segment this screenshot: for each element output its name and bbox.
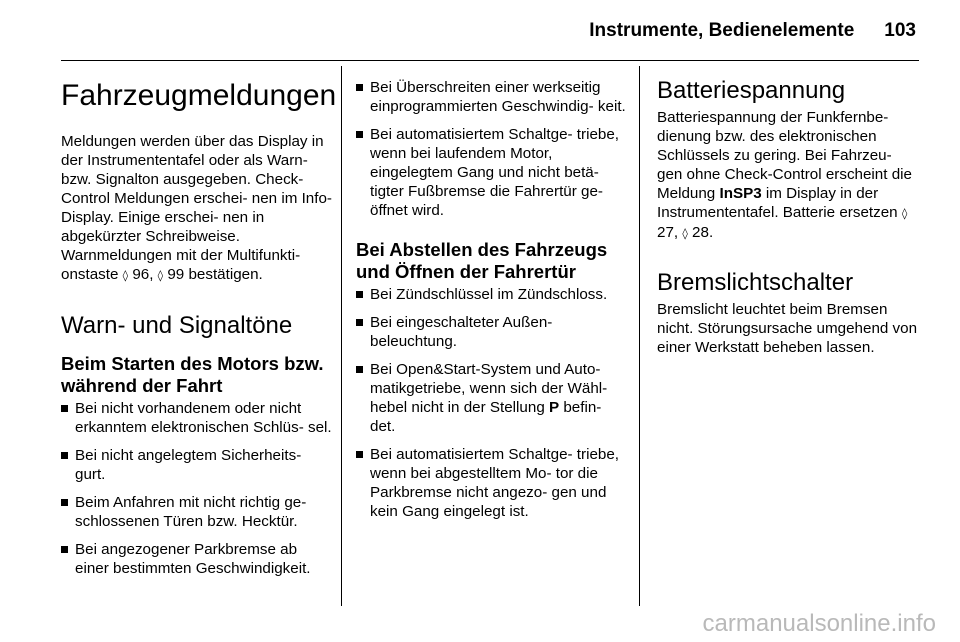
list-item-text-end: befin- det.: [370, 399, 602, 435]
main-title: Fahrzeugmeldungen: [61, 79, 337, 112]
header-section-title: Instrumente, Bedienelemente: [589, 20, 855, 41]
battery-text-end: .: [708, 224, 714, 241]
reference-arrow-icon: ◊: [122, 269, 129, 282]
brake-paragraph: Bremslicht leuchtet beim Bremsen nicht. Störungsursache umgehend von einer Werkstatt beheben lassen.: [657, 301, 918, 356]
subheading-park-open-door: Bei Abstellen des Fahrzeugs und Öffnen der Fahrertür: [356, 239, 608, 282]
gear-position-p: P: [549, 399, 560, 416]
bullet-list: [356, 78, 626, 220]
column-divider-1: [341, 66, 342, 606]
page-ref-link[interactable]: 27: [657, 224, 674, 241]
subheading-start-drive: Beim Starten des Motors bzw. während der Fahrt: [61, 353, 324, 396]
reference-arrow-icon: ◊: [157, 269, 164, 282]
display-code: InSP3: [719, 185, 762, 202]
list-item: Bei nicht vorhandenem oder nicht erkanntem elektronischen Schlüs- sel.: [61, 399, 333, 437]
bullet-list: [61, 399, 333, 578]
list-item: Bei automatisiertem Schaltge- triebe, wenn bei abgestelltem Mo- tor die Parkbremse nicht angezo- gen und kein Gang eingelegt ist.: [356, 445, 626, 521]
ref-separator: ,: [149, 266, 158, 283]
column-3: [657, 64, 919, 357]
list-item: Bei nicht angelegtem Sicherheits- gurt.: [61, 446, 333, 484]
intro-paragraph: [61, 132, 333, 285]
bullet-list: [356, 285, 626, 521]
page-ref-link[interactable]: 96: [132, 266, 150, 283]
list-item: Bei Überschreiten einer werkseitig einprogrammierten Geschwindig- keit.: [356, 78, 626, 116]
list-item-text: Bei Open&Start-System und Auto- matikgetriebe, wenn sich der Wähl- hebel nicht in der Stellung: [370, 361, 608, 416]
section-title-brake-switch: Bremslichtschalter: [657, 269, 854, 296]
header-rule: [61, 60, 919, 61]
page-ref-link[interactable]: 28: [692, 224, 709, 241]
section-title-warn-signal: Warn- und Signaltöne: [61, 312, 293, 339]
list-item: Bei Zündschlüssel im Zündschloss.: [356, 285, 626, 304]
list-item: Bei automatisiertem Schaltge- triebe, wenn bei laufendem Motor, eingelegtem Gang und nicht betä- tigter Fußbremse die Fahrertür ge- öffnet wird.: [356, 125, 626, 220]
column-divider-2: [639, 66, 640, 606]
page-header: [589, 20, 916, 42]
intro-text: Meldungen werden über das Display in der Instrumententafel oder als Warn- bzw. Signalton ausgegeben. Check-Control Meldungen erschei- nen im Info-Display. Einige erschei- nen in abgekürzter Schreibweise. Warnmeldungen mit der Multifunkti- onstaste: [61, 133, 332, 283]
column-2: [356, 64, 626, 530]
list-item: [356, 360, 626, 436]
reference-arrow-icon: ◊: [901, 207, 908, 220]
ref-separator: ,: [673, 224, 683, 241]
section-title-battery: Batteriespannung: [657, 77, 846, 104]
list-item: Beim Anfahren mit nicht richtig ge- schlossenen Türen bzw. Hecktür.: [61, 493, 333, 531]
battery-text-cont: im Display in der Instrumententafel. Batterie ersetzen: [657, 185, 902, 221]
list-item: Bei angezogener Parkbremse ab einer bestimmten Geschwindigkeit.: [61, 540, 333, 578]
battery-text: Batteriespannung der Funkfernbe- dienung bzw. des elektronischen Schlüssels zu gering. Bei Fahrzeu- gen ohne Check-Control erscheint die Meldung: [657, 109, 912, 202]
intro-text-end: bestätigen.: [184, 266, 263, 283]
column-1: [61, 64, 337, 587]
page-ref-link[interactable]: 99: [167, 266, 185, 283]
watermark: carmanualsonline.info: [702, 610, 936, 637]
reference-arrow-icon: ◊: [682, 227, 688, 240]
page-number: 103: [884, 20, 916, 41]
battery-paragraph: [657, 108, 919, 243]
list-item: Bei eingeschalteter Außen- beleuchtung.: [356, 313, 626, 351]
